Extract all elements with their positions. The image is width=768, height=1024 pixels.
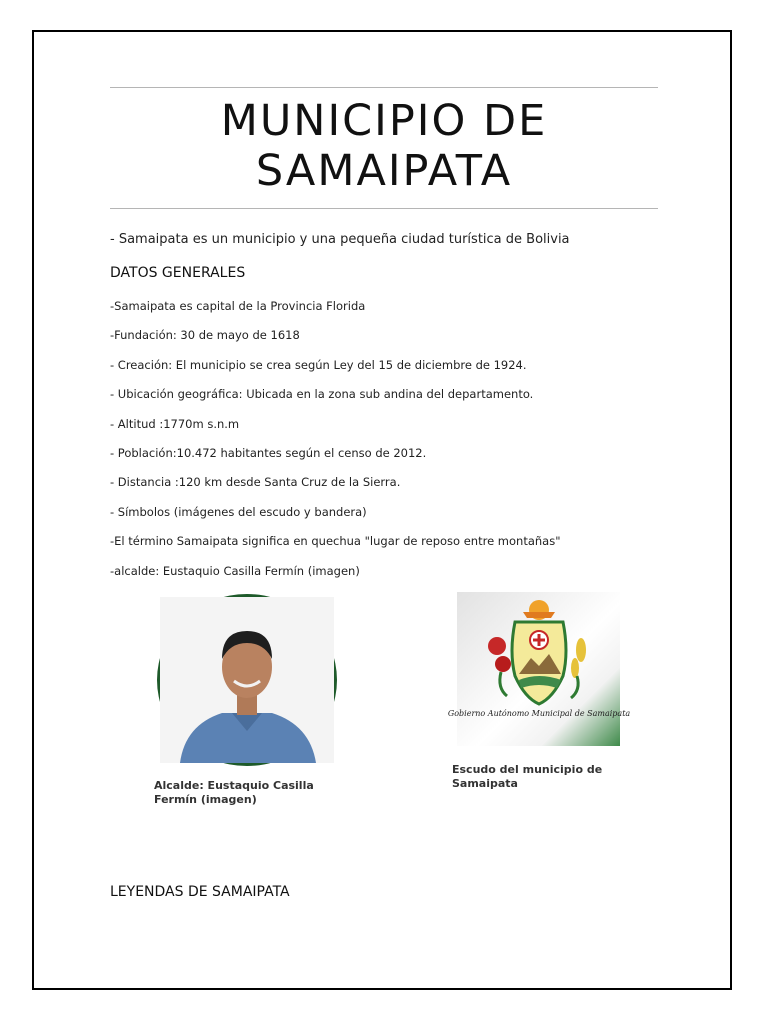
wheat-icon xyxy=(571,638,586,698)
shield-icon xyxy=(512,622,566,704)
section-heading-leyendas: LEYENDAS DE SAMAIPATA xyxy=(110,884,290,900)
fact-item: -El término Samaipata significa en quechua "lugar de reposo entre montañas" xyxy=(110,534,561,549)
title-top-rule xyxy=(110,87,658,88)
fact-item: - Símbolos (imágenes del escudo y bandera) xyxy=(110,504,367,519)
coat-of-arms-illustration xyxy=(447,592,631,746)
intro-text: - Samaipata es un municipio y una pequeña ciudad turística de Bolivia xyxy=(110,232,570,247)
section-heading-datos-generales: DATOS GENERALES xyxy=(110,265,246,281)
escudo-inscription: Gobierno Autónomo Municipal de Samaipata xyxy=(447,709,631,718)
escudo-caption: Escudo del municipio de Samaipata xyxy=(452,763,603,790)
alcalde-caption: Alcalde: Eustaquio Casilla Fermín (imagen) xyxy=(154,779,314,806)
rose-icon xyxy=(488,637,511,696)
fact-item: - Altitud :1770m s.n.m xyxy=(110,416,240,431)
fact-item: - Población:10.472 habitantes según el censo de 2012. xyxy=(110,445,427,460)
fact-item: -Fundación: 30 de mayo de 1618 xyxy=(110,328,300,343)
fact-item: -alcalde: Eustaquio Casilla Fermín (imagen) xyxy=(110,563,360,578)
escudo-image xyxy=(447,592,631,746)
person-portrait-illustration xyxy=(160,597,334,763)
alcalde-portrait-image xyxy=(157,594,337,766)
fact-item: - Creación: El municipio se crea según Ley del 15 de diciembre de 1924. xyxy=(110,357,527,372)
title-bottom-rule xyxy=(110,208,658,209)
sun-icon xyxy=(523,600,555,620)
fact-item: - Distancia :120 km desde Santa Cruz de la Sierra. xyxy=(110,475,401,490)
fact-item: -Samaipata es capital de la Provincia Florida xyxy=(110,299,366,313)
facts-list xyxy=(110,298,561,592)
fact-item: - Ubicación geográfica: Ubicada en la zona sub andina del departamento. xyxy=(110,387,534,402)
document-title: MUNICIPIO DE SAMAIPATA xyxy=(220,96,548,196)
